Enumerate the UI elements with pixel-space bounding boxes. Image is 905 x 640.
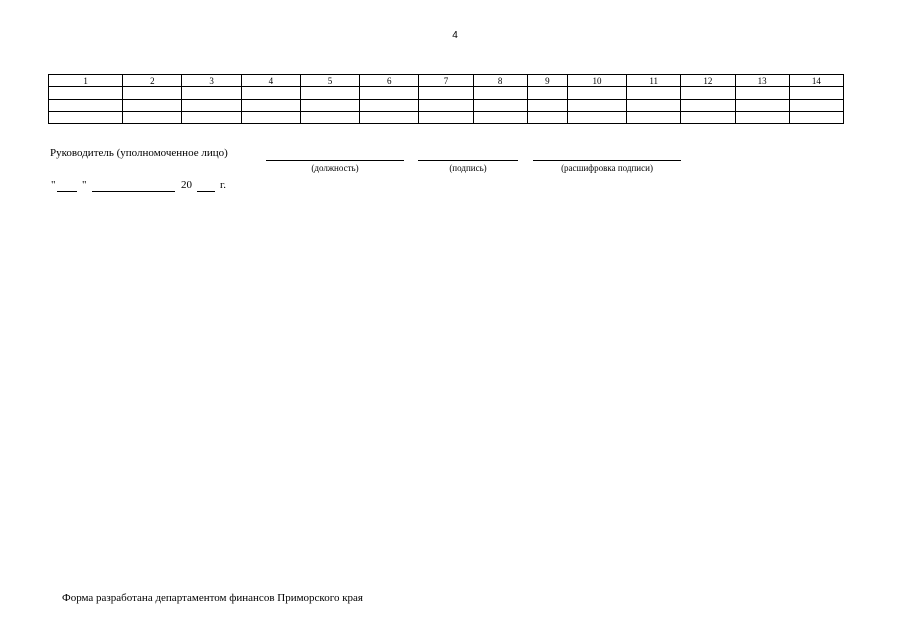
table-cell	[123, 99, 182, 111]
day-field[interactable]	[57, 191, 77, 192]
column-number: 14	[789, 75, 843, 87]
table-cell	[419, 99, 473, 111]
table-cell	[567, 99, 626, 111]
table-row	[49, 87, 844, 99]
column-number: 11	[627, 75, 681, 87]
column-number: 9	[527, 75, 567, 87]
table-header-row	[49, 75, 844, 87]
table-cell	[49, 99, 123, 111]
table-cell	[123, 111, 182, 123]
table-cell	[473, 87, 527, 99]
table-cell	[300, 87, 359, 99]
table-cell	[627, 111, 681, 123]
table-cell	[627, 87, 681, 99]
table-cell	[789, 111, 843, 123]
table-cell	[681, 111, 735, 123]
table-cell	[360, 87, 419, 99]
table-cell	[527, 111, 567, 123]
table-cell	[735, 111, 789, 123]
column-number: 7	[419, 75, 473, 87]
table-cell	[735, 87, 789, 99]
month-field[interactable]	[92, 191, 175, 192]
table-cell	[300, 111, 359, 123]
table-cell	[627, 99, 681, 111]
year-prefix: 20	[181, 179, 192, 191]
table-cell	[49, 87, 123, 99]
table-cell	[360, 111, 419, 123]
year-field[interactable]	[197, 191, 215, 192]
table-cell	[360, 99, 419, 111]
year-suffix: г.	[220, 179, 227, 191]
signature-caption: (подпись)	[449, 163, 487, 173]
signatory-label: Руководитель (уполномоченное лицо)	[50, 147, 228, 159]
table-cell	[49, 111, 123, 123]
table-cell	[182, 111, 241, 123]
column-number: 12	[681, 75, 735, 87]
table-cell	[473, 111, 527, 123]
table-cell	[567, 111, 626, 123]
table-cell	[241, 99, 300, 111]
position-caption: (должность)	[311, 163, 359, 173]
table-cell	[681, 99, 735, 111]
table-cell	[182, 87, 241, 99]
date-quote-close: "	[82, 179, 87, 191]
column-number: 6	[360, 75, 419, 87]
table-cell	[789, 87, 843, 99]
column-number: 4	[241, 75, 300, 87]
table-cell	[182, 99, 241, 111]
table-cell	[789, 99, 843, 111]
date-quote-open: "	[51, 179, 56, 191]
table-cell	[473, 99, 527, 111]
position-field[interactable]	[266, 160, 404, 161]
table-cell	[241, 87, 300, 99]
column-number: 8	[473, 75, 527, 87]
footer-note: Форма разработана департаментом финансов Приморского края	[62, 592, 363, 604]
table-cell	[123, 87, 182, 99]
column-number: 2	[123, 75, 182, 87]
signature-decryption-caption: (расшифровка подписи)	[561, 163, 653, 173]
signature-field[interactable]	[418, 160, 518, 161]
column-number: 13	[735, 75, 789, 87]
column-number: 3	[182, 75, 241, 87]
table-cell	[681, 87, 735, 99]
column-number: 10	[567, 75, 626, 87]
data-table	[48, 74, 844, 124]
table-cell	[419, 111, 473, 123]
table-row	[49, 99, 844, 111]
table-cell	[300, 99, 359, 111]
table-cell	[241, 111, 300, 123]
signature-decryption-field[interactable]	[533, 160, 681, 161]
table-row	[49, 111, 844, 123]
column-number: 5	[300, 75, 359, 87]
table-cell	[527, 99, 567, 111]
table-cell	[419, 87, 473, 99]
page-number: 4	[452, 30, 458, 41]
table-cell	[567, 87, 626, 99]
table-cell	[527, 87, 567, 99]
table-cell	[735, 99, 789, 111]
column-number: 1	[49, 75, 123, 87]
